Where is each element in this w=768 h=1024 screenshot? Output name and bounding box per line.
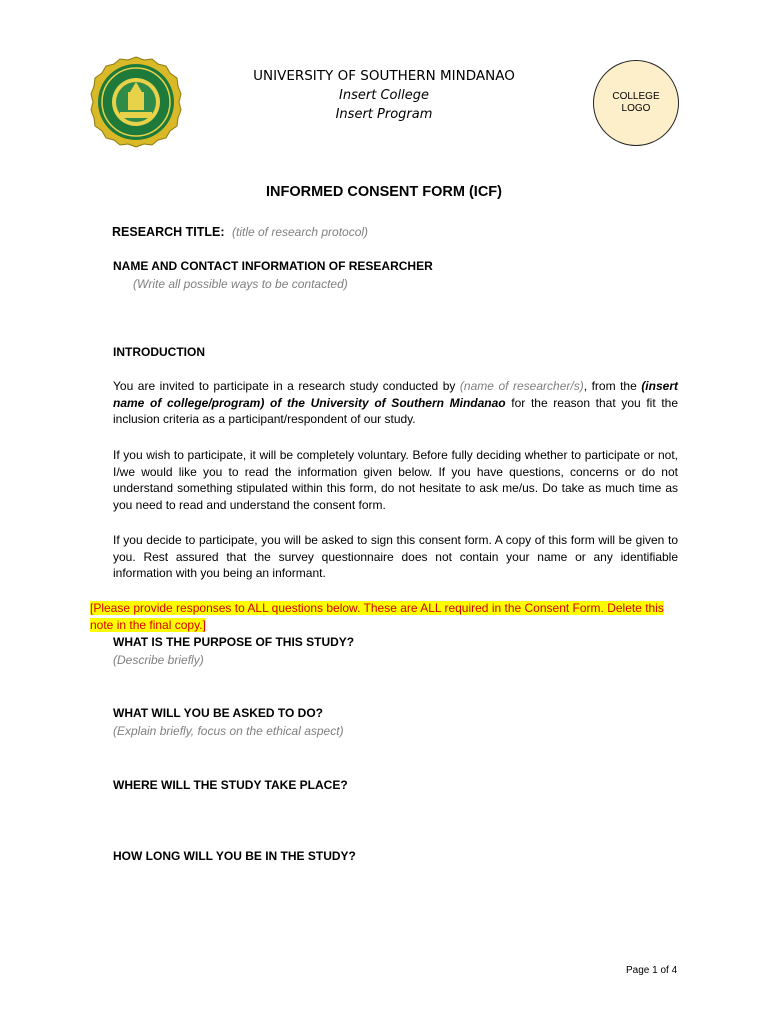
question-tasks-hint: (Explain briefly, focus on the ethical aspect) [113, 724, 344, 738]
research-title-row [112, 225, 368, 239]
question-duration-heading: HOW LONG WILL YOU BE IN THE STUDY? [113, 849, 356, 863]
intro-p1-hint: (name of researcher/s) [459, 379, 584, 393]
intro-paragraph-3: If you decide to participate, you will be asked to sign this consent form. A copy of this form will be given to you. Rest assured that the survey questionnaire does not contain your name or any identifiable information with you being an informant. [113, 533, 678, 580]
question-purpose-heading: WHAT IS THE PURPOSE OF THIS STUDY? [113, 635, 355, 649]
intro-p1-bold: (insert name of college/program) of the University of Southern Mindanao [113, 379, 678, 410]
university-name: UNIVERSITY OF SOUTHERN MINDANAO [253, 68, 515, 84]
question-tasks-heading: WHAT WILL YOU BE ASKED TO DO? [113, 706, 323, 720]
intro-p1-text-a: You are invited to participate in a research study conducted by [113, 379, 460, 393]
college-logo-line2: LOGO [621, 103, 651, 114]
form-title: INFORMED CONSENT FORM (ICF) [265, 184, 502, 200]
intro-p1-text-c: for the reason that you fit the inclusion criteria as a participant/respondent of our study. [113, 395, 679, 426]
college-name: Insert College [339, 88, 429, 103]
question-location-heading: WHERE WILL THE STUDY TAKE PLACE? [113, 778, 348, 792]
university-seal [90, 56, 182, 148]
instruction-note-text: [Please provide responses to ALL questions below. These are ALL required in the Consent Form. Delete this note in the final copy.] [90, 601, 664, 632]
intro-paragraph-2: If you wish to participate, it will be completely voluntary. Before fully deciding whether to participate or not, I/we would like you to read the information given below. If you have questions, concerns or do not understand something stipulated within this form, do not hesitate to ask me/us. Do take as much time as you need to read and understand the consent form. [113, 448, 678, 512]
introduction-heading: INTRODUCTION [113, 345, 205, 359]
instruction-note [90, 600, 680, 633]
research-title-hint: (title of research protocol) [231, 225, 369, 239]
intro-paragraph-1 [113, 378, 678, 428]
intro-p1-text-b: , from the [583, 379, 642, 393]
program-name: Insert Program [335, 107, 433, 122]
college-logo-line1: COLLEGE [612, 91, 660, 102]
college-logo-placeholder [593, 60, 679, 146]
question-purpose-hint: (Describe briefly) [113, 653, 204, 667]
page-number: Page 1 of 4 [626, 965, 678, 976]
research-title-label: RESEARCH TITLE: [112, 225, 225, 239]
document-header [200, 68, 568, 124]
contact-heading: NAME AND CONTACT INFORMATION OF RESEARCHER [113, 259, 433, 273]
contact-hint: (Write all possible ways to be contacted) [133, 277, 348, 291]
